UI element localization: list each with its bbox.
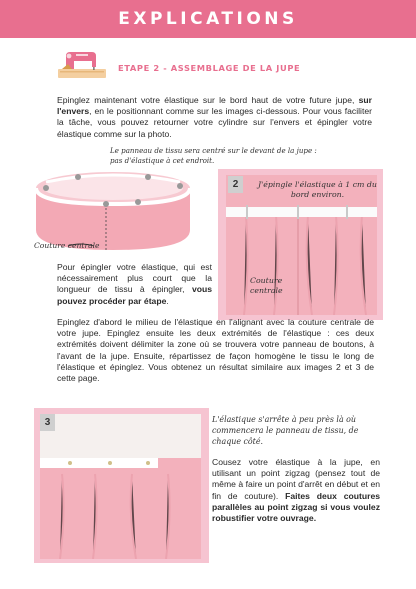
- step-title: ETAPE 2 - ASSEMBLAGE DE LA JUPE: [118, 63, 301, 73]
- para4-bold: Faites deux coutures parallèles au point zigzag si vous voulez robustifier votre ouvrage.: [212, 490, 380, 524]
- intro-bold: sur l'envers: [57, 95, 372, 117]
- paragraph-2: [57, 262, 212, 307]
- photo2-number-badge: 2: [228, 176, 243, 193]
- intro-text-1: Epinglez maintenant votre élastique sur le bord haut de votre future jupe,: [57, 95, 359, 105]
- photo3-caption: L'élastique s'arrête à peu près là où commencera le panneau de tissu, de chaque côté.: [212, 415, 359, 446]
- intro-text-2: , en le positionnant comme sur les images ci-dessous. Pour vous faciliter la tâche, vous pouvez retourner votre cylindre sur l'envers et épingler votre élastique comme sur la photo.: [57, 106, 372, 139]
- para2-text-1: Pour épingler votre élastique, qui est nécessairement plus court que la longueur de tissu à épingler,: [57, 262, 212, 295]
- sewing-machine-icon: [56, 48, 108, 80]
- figure1-note-top: Le panneau de tissu sera centré sur le devant de la jupe : pas d'élastique à cet endroit.: [110, 146, 317, 165]
- page-title: EXPLICATIONS: [118, 9, 298, 29]
- photo3-image: [40, 414, 201, 559]
- photo2-label: Couture centrale: [250, 276, 283, 295]
- para2-text-2: .: [166, 295, 169, 306]
- photo2-caption: J'épingle l'élastique à 1 cm du bord environ.: [258, 180, 377, 199]
- figure1-note-bottom: Couture centrale: [34, 241, 100, 250]
- para2-bold: vous pouvez procéder par étape: [57, 284, 212, 306]
- intro-paragraph: [57, 95, 372, 140]
- photo3-number-badge: 3: [40, 414, 55, 431]
- paragraph-3: Epinglez d'abord le milieu de l'élastique en l'alignant avec la couture centrale de votre jupe. Epinglez ensuite les deux extrémités de l'élastique : ces deux extrémités doivent délimiter la zone où se trouvera votre panneau de boutons, à l'avant de la jupe. Ensuite, répartissez de façon homogène le tissu le long de l'élastique et épinglez. Vous obtenez un résultat similaire aux images 2 et 3 de cette page.: [57, 317, 374, 384]
- paragraph-4: [212, 457, 380, 524]
- page-header: [0, 0, 416, 38]
- para4-text: Cousez votre élastique à la jupe, en utilisant un point zigzag (pensez tout de même à faire un point d'arrêt en début et en fin de couture).: [212, 457, 380, 501]
